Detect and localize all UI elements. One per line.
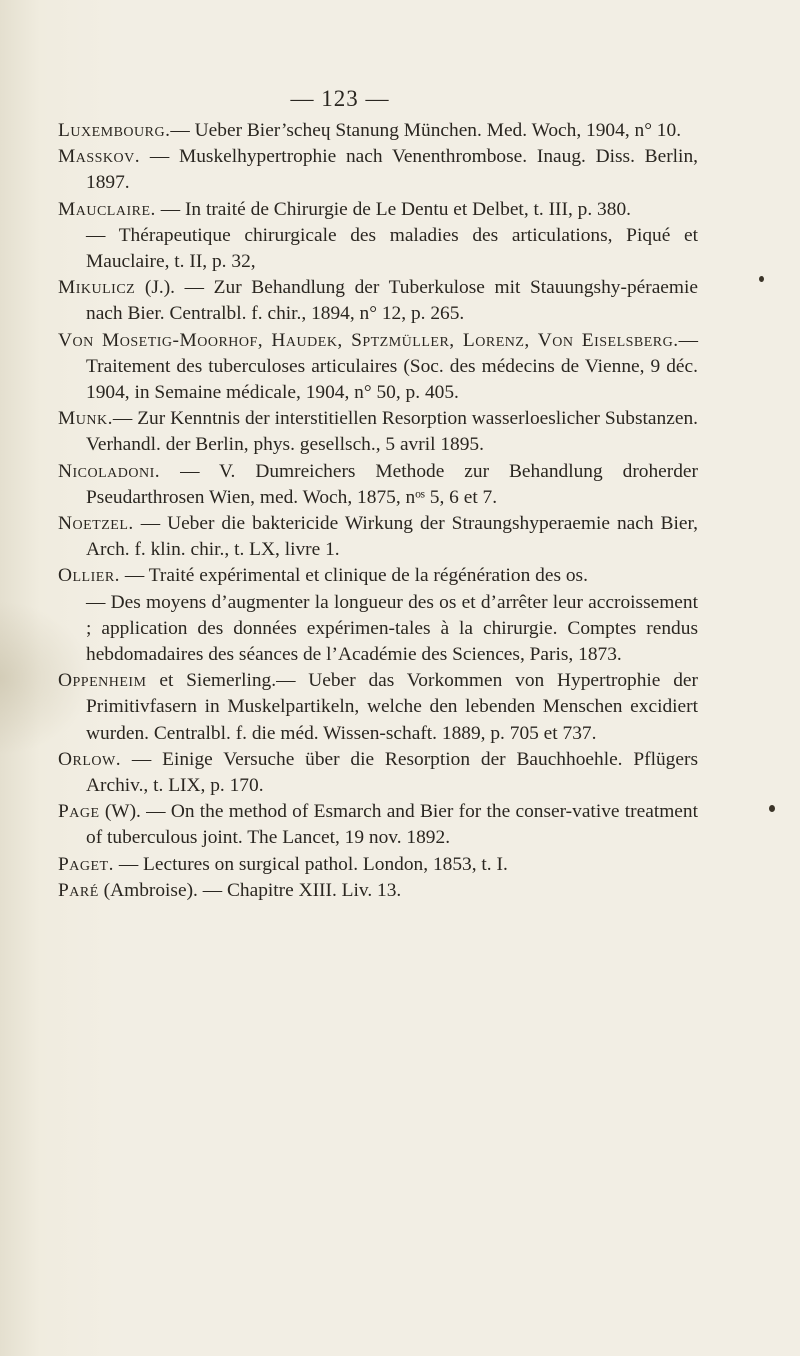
entry-text: (J.). — Zur Behandlung der Tuberkulose mit Stauungshy-péraemie nach Bier. Centralbl. f. chir., 1894, n° 12, p. 265. — [86, 277, 698, 325]
entry-author: Mikulicz — [58, 277, 136, 299]
bibliography-entry — [58, 223, 698, 275]
bibliography-entry — [58, 747, 698, 799]
entry-text: (W). — On the method of Esmarch and Bier for the conser-vative treatment of tuberculous joint. The Lancet, 19 nov. 1892. — [86, 801, 698, 849]
entry-text: — Traitement des tuberculoses articulaires (Soc. des médecins de Vienne, 9 déc. 1904, in Semaine médicale, 1904, n° 50, p. 405. — [86, 329, 698, 404]
entry-text: — Einige Versuche über die Resorption der Bauchhoehle. Pflügers Archiv., t. LIX, p. 170. — [86, 748, 698, 797]
entry-text: — Lectures on surgical pathol. London, 1853, t. I. — [113, 853, 508, 875]
bibliography-entry — [58, 275, 698, 327]
bibliography-entry — [58, 406, 698, 458]
bibliography-entry — [58, 852, 698, 878]
entry-text: — Zur Kenntnis der interstitiellen Resorption wasserloeslicher Substanzen. Verhandl. der Berlin, phys. gesellsch., 5 avril 1895. — [86, 408, 698, 456]
bibliography-list — [58, 118, 698, 904]
bibliography-entry — [58, 328, 698, 407]
entry-text: et Siemerling.— Ueber das Vorkommen von Hypertrophie der Primitivfasern in Muskelpartikeln, welche den lebenden Menschen excidiert wurden. Centralbl. f. die méd. Wissen-schaft. 1889, p. 705 et 737. — [86, 670, 698, 744]
bibliography-entry — [58, 511, 698, 563]
entry-text: — Traité expérimental et clinique de la régénération des os. — [120, 565, 588, 587]
entry-author: Orlow. — [58, 748, 122, 770]
bibliography-entry — [58, 799, 698, 851]
entry-text: — V. Dumreichers Methode zur Behandlung droherder Pseudarthrosen Wien, med. Woch, 1875, nᵒˢ 5, 6 et 7. — [86, 460, 698, 508]
entry-author: Paré — [58, 879, 99, 901]
entry-author: Oppenheim — [58, 670, 147, 692]
entry-text: (Ambroise). — Chapitre XIII. Liv. 13. — [98, 879, 402, 901]
entry-author: Noetzel. — [58, 513, 134, 535]
page-number: — 123 — — [290, 86, 390, 111]
bibliography-entry — [58, 144, 698, 196]
entry-author: Page — [58, 801, 100, 823]
entry-author: Ollier. — [58, 565, 121, 587]
bibliography-entry — [58, 563, 698, 589]
bibliography-entry — [58, 590, 698, 669]
entry-author: Masskov. — [58, 146, 141, 168]
bibliography-entry — [58, 197, 698, 223]
bibliography-entry — [58, 668, 698, 747]
entry-author: Paget. — [58, 853, 114, 875]
entry-author: Mauclaire. — [58, 198, 156, 220]
entry-text: — Ueber die baktericide Wirkung der Straungshyperaemie nach Bier, Arch. f. klin. chir., t. LX, livre 1. — [86, 513, 698, 561]
entry-text: — Des moyens d’augmenter la longueur des os et d’arrêter leur accroissement ; application des données expérimen-tales à la chirurgie. Comptes rendus hebdomadaires des séances de l’Académie des Sciences, Paris, 1873. — [86, 591, 698, 666]
entry-text: — In traité de Chirurgie de Le Dentu et Delbet, t. III, p. 380. — [155, 198, 631, 220]
entry-author: Nicoladoni. — [58, 460, 161, 482]
entry-text: — Ueber Bier’scheɥ Stanung München. Med. Woch, 1904, n° 10. — [170, 120, 682, 141]
entry-text: — Thérapeutique chirurgicale des maladies des articulations, Piqué et Mauclaire, t. II, p. 32, — [86, 224, 698, 273]
bibliography-entry — [58, 878, 698, 904]
entry-author: Von Mosetig-Moorhof, Haudek, Sptzmüller, Lorenz, Von Eiselsberg. — [58, 329, 679, 351]
entry-author: Munk. — [58, 408, 113, 430]
entry-text: — Muskelhypertrophie nach Venenthrombose. Inaug. Diss. Berlin, 1897. — [86, 146, 698, 194]
entry-author: Luxembourg. — [58, 120, 171, 141]
ink-speck — [759, 276, 764, 282]
bibliography-entry — [58, 459, 698, 511]
ink-speck — [769, 805, 775, 812]
bibliography-entry — [58, 118, 698, 144]
